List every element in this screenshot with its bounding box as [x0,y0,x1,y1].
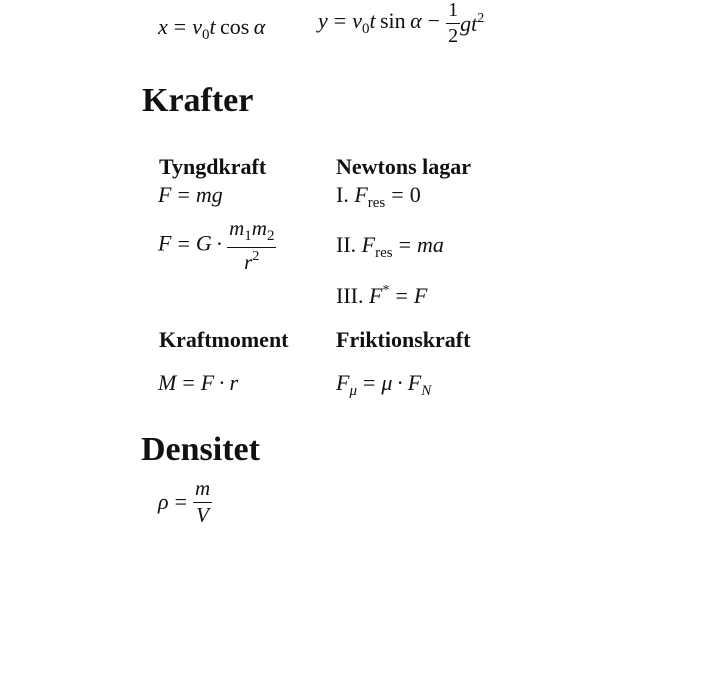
rho-symbol: ρ [158,489,169,514]
t-symbol: t [369,7,376,33]
F-symbol: F [413,283,428,308]
m1-subscript: 1 [244,228,252,244]
law-numeral: III. [336,283,364,308]
alpha-symbol: α [253,14,266,39]
x-var: x [158,14,168,39]
torque-formula: M = F · r [158,370,239,395]
F-symbol: F [368,283,383,308]
fraction-numerator: 1 [448,0,459,21]
mg-term: mg [195,182,223,207]
mass-over-distance-fraction [227,218,276,273]
fraction-denominator: V [193,502,212,526]
t-symbol: t [471,10,478,36]
r-symbol: r [244,250,253,274]
newton-law-3: III. F* = F [336,283,428,308]
F-symbol: F [158,182,172,207]
density-formula: ρ = $\frac{m}{V}$ [158,476,211,527]
fraction-numerator [227,218,276,247]
fraction-numerator: m [194,476,211,500]
mu-subscript: μ [349,383,357,399]
gravity-formula: F = mg [158,182,223,207]
G-constant: G [195,230,212,256]
res-subscript: res [367,195,386,211]
F-symbol: F [354,182,368,207]
projectile-x-equation: $x = v_0t$ cos α [158,14,266,43]
exponent: 2 [477,10,485,26]
m2-subscript: 2 [266,228,275,244]
y-var: y [318,7,328,33]
m2-symbol: m [251,216,267,240]
newton-law-2: II. $F_{res}$ = ma [336,232,444,261]
mass-over-volume-fraction [193,478,212,526]
universal-gravitation-formula: F = G · $\frac{m_1m_2}{r^2}$ [158,216,275,274]
F-symbol: F [336,370,350,395]
F-symbol: F [158,230,172,256]
one-half-fraction [446,0,460,46]
newtons-lagar-title: Newtons lagar [336,154,472,179]
newton-law-1: I. $F_{res} = 0$ [336,182,421,211]
M-symbol: M [158,370,177,395]
kraftmoment-title: Kraftmoment [159,327,289,352]
v0-subscript: 0 [361,20,370,37]
cos-function: cos [219,14,250,39]
ma-term: ma [417,232,444,257]
projectile-y-equation: $y = v_0t$ sin α − $\frac{1}{2}$ $gt^2$ [318,0,485,47]
friktionskraft-title: Friktionskraft [336,327,471,352]
g-symbol: g [460,10,472,36]
zero-value: 0 [409,182,421,207]
sin-function: sin [379,7,406,33]
section-heading-krafter: Krafter [142,82,254,119]
F-symbol: F [361,232,376,257]
v0-symbol: v [352,7,362,33]
m1-symbol: m [229,216,245,240]
tyngdkraft-title: Tyngdkraft [159,154,267,179]
law-numeral: II. [336,232,357,257]
r-symbol: r [229,370,239,395]
exponent: 2 [252,249,260,264]
fraction-denominator [227,247,276,273]
F-symbol: F [407,370,422,395]
star-superscript: * [382,283,390,298]
res-subscript: res [375,245,393,261]
t-symbol: t [209,14,216,39]
friction-formula: $F_\mu = \mu \cdot F_N$ [336,370,432,399]
law-numeral: I. [336,182,349,207]
alpha-symbol: α [410,7,422,33]
N-subscript: N [421,383,432,399]
v0-subscript: 0 [201,27,210,43]
section-heading-densitet: Densitet [141,431,260,468]
fraction-denominator: 2 [448,25,459,47]
v0-symbol: v [192,14,202,39]
F-symbol: F [200,370,215,395]
mu-symbol: μ [381,370,393,395]
